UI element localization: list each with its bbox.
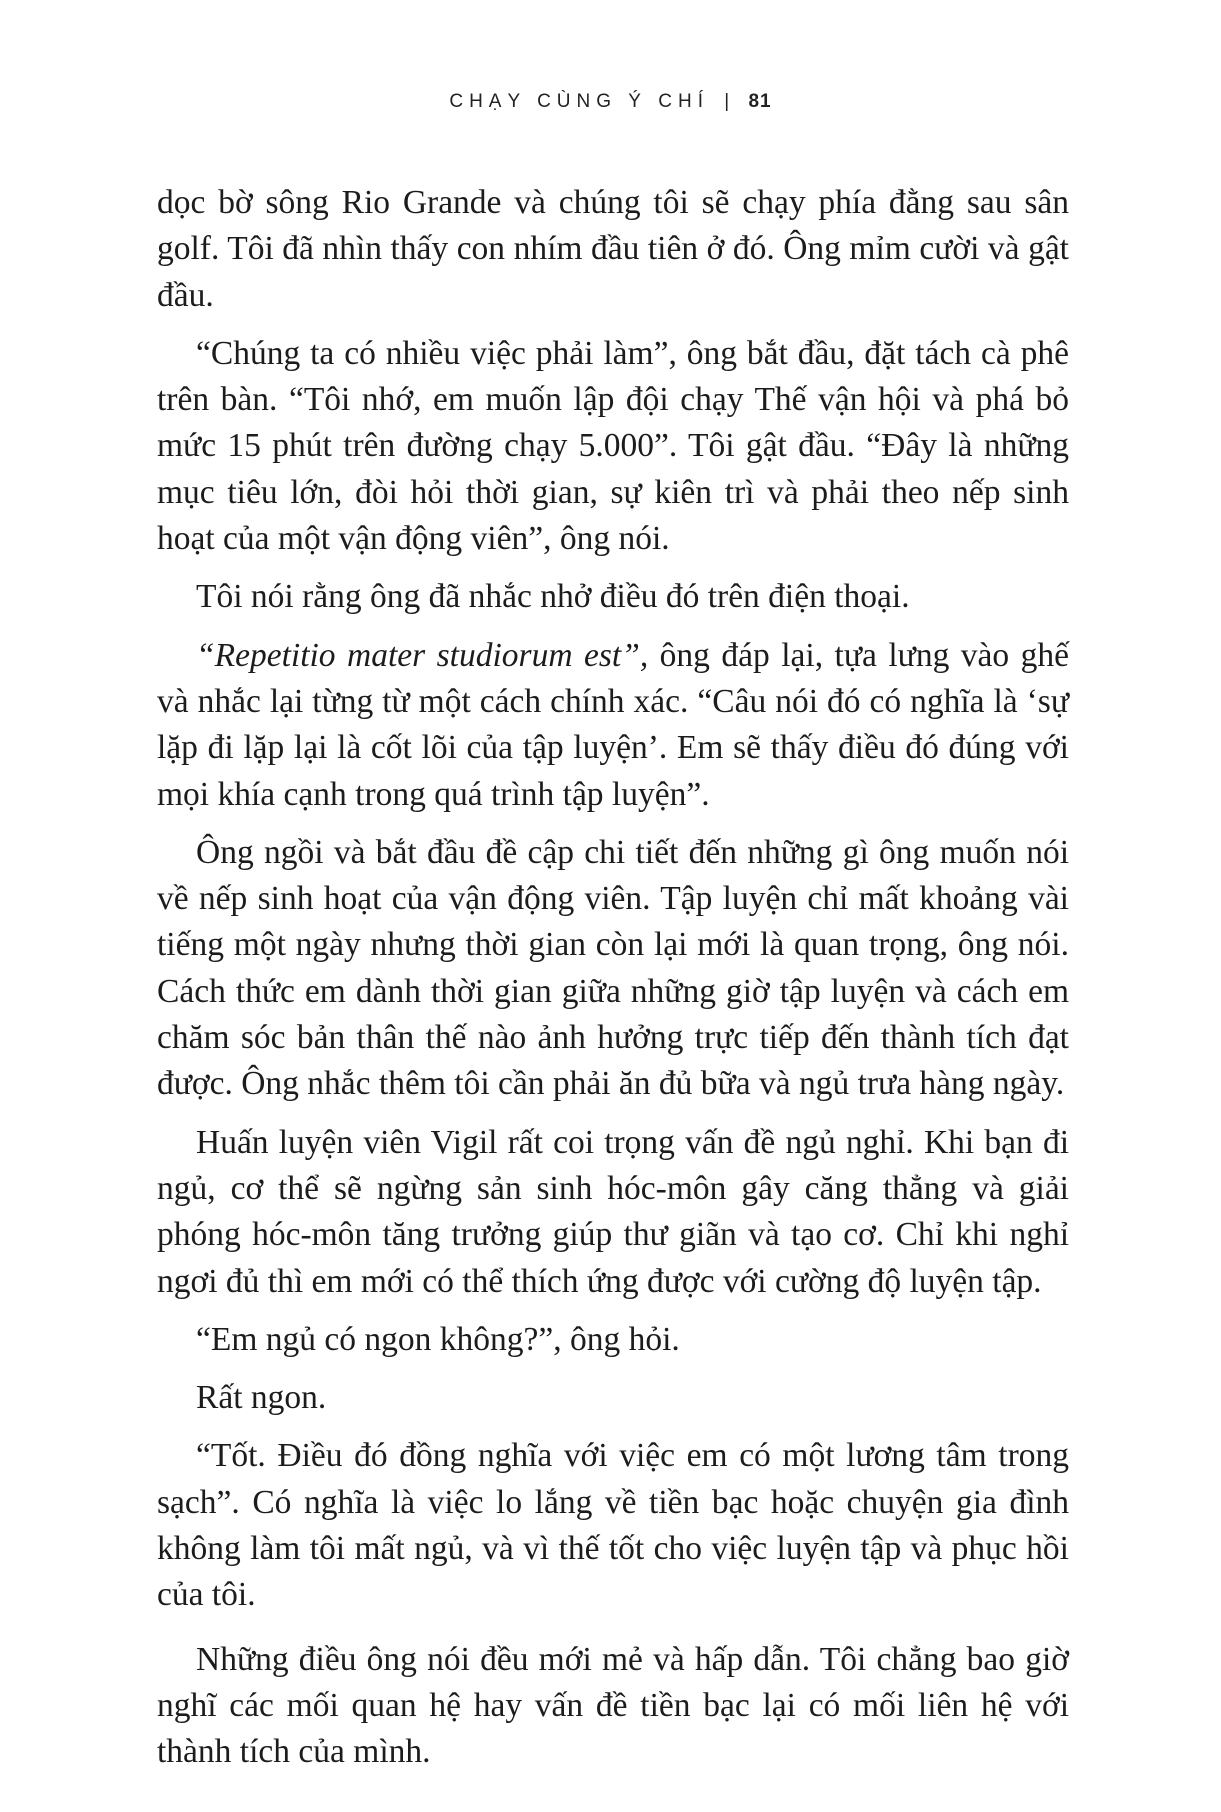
running-header bbox=[0, 91, 1221, 113]
page-number: 81 bbox=[748, 91, 772, 112]
paragraph: “Chúng ta có nhiều việc phải làm”, ông bắt đầu, đặt tách cà phê trên bàn. “Tôi nhớ, em muốn lập đội chạy Thế vận hội và phá bỏ mức 15 phút trên đường chạy 5.000”. Tôi gật đầu. “Đây là những mục tiêu lớn, đòi hỏi thời gian, sự kiên trì và phải theo nếp sinh hoạt của một vận động viên”, ông nói. bbox=[157, 334, 1069, 558]
paragraph: Rất ngon. bbox=[196, 1379, 327, 1417]
paragraph: Tôi nói rằng ông đã nhắc nhở điều đó trên điện thoại. bbox=[196, 578, 910, 616]
paragraph: “Em ngủ có ngon không?”, ông hỏi. bbox=[196, 1320, 680, 1358]
latin-quote: “Repetitio mater studiorum est”, bbox=[196, 636, 649, 674]
body-text bbox=[157, 180, 1069, 1788]
paragraph: Huấn luyện viên Vigil rất coi trọng vấn đề ngủ nghỉ. Khi bạn đi ngủ, cơ thể sẽ ngừng sản sinh hóc-môn gây căng thẳng và giải phóng hóc-môn tăng trưởng giúp thư giãn và tạo cơ. Chỉ khi nghỉ ngơi đủ thì em mới có thể thích ứng được với cường độ luyện tập. bbox=[157, 1123, 1069, 1300]
paragraph-text: ông đáp lại, tựa lưng vào ghế và nhắc lại từng từ một cách chính xác. “Câu nói đó có nghĩa là ‘sự lặp đi lặp lại là cốt lõi của tập luyện’. Em sẽ thấy điều đó đúng với mọi khía cạnh trong quá trình tập luyện”. bbox=[157, 636, 1069, 813]
paragraph: Những điều ông nói đều mới mẻ và hấp dẫn. Tôi chẳng bao giờ nghĩ các mối quan hệ hay vấn đề tiền bạc lại có mối liên hệ với thành tích của mình. bbox=[157, 1640, 1069, 1771]
paragraph-continuation: dọc bờ sông Rio Grande và chúng tôi sẽ chạy phía đằng sau sân golf. Tôi đã nhìn thấy con nhím đầu tiên ở đó. Ông mỉm cười và gật đầu. bbox=[157, 184, 1069, 314]
running-title: CHẠY CÙNG Ý CHÍ bbox=[449, 91, 709, 112]
paragraph-latin-quote bbox=[157, 633, 1069, 818]
paragraph: “Tốt. Điều đó đồng nghĩa với việc em có một lương tâm trong sạch”. Có nghĩa là việc lo lắng về tiền bạc hoặc chuyện gia đình không làm tôi mất ngủ, và vì thế tốt cho việc luyện tập và phục hồi của tôi. bbox=[157, 1437, 1069, 1614]
header-separator: | bbox=[724, 91, 730, 112]
paragraph: Ông ngồi và bắt đầu đề cập chi tiết đến những gì ông muốn nói về nếp sinh hoạt của vận động viên. Tập luyện chỉ mất khoảng vài tiếng một ngày nhưng thời gian còn lại mới là quan trọng, ông nói. Cách thức em dành thời gian giữa những giờ tập luyện và cách em chăm sóc bản thân thế nào ảnh hưởng trực tiếp đến thành tích đạt được. Ông nhắc thêm tôi cần phải ăn đủ bữa và ngủ trưa hàng ngày. bbox=[157, 833, 1069, 1103]
